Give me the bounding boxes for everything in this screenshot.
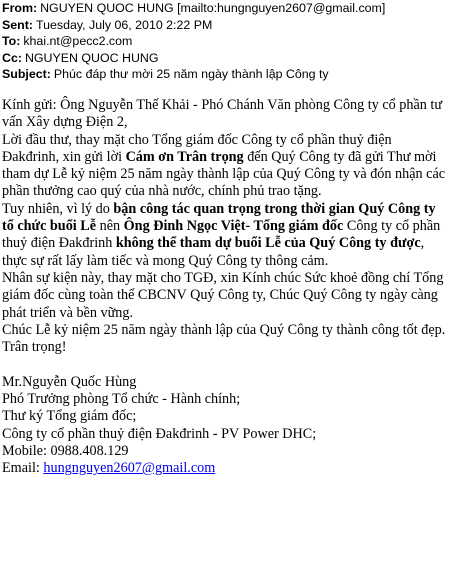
greeting: Kính gửi: Ông Nguyễn Thế Khải - Phó Chánh Văn phòng Công ty cổ phần tư vấn Xây dựng Điện 2, (2, 97, 443, 131)
subject-label: Subject: (2, 67, 51, 81)
paragraph-regret-bold-d: Ông Đinh Ngọc Việt- Tổng giám đốc (123, 218, 344, 235)
from-label: From: (2, 1, 38, 15)
signature-name: Mr.Nguyễn Quốc Hùng (2, 373, 137, 390)
paragraph-regret-text-g: , thực sự rất lấy làm tiếc và mong Quý Công ty thông cảm. (2, 235, 425, 269)
email-body (2, 97, 448, 478)
cc-value: NGUYEN QUOC HUNG (24, 50, 159, 65)
paragraph-thanks (2, 132, 448, 201)
paragraph-regret-text-a: Tuy nhiên, vì lý do (2, 200, 114, 217)
subject-row (2, 66, 448, 83)
paragraph-thanks-text-a: Lời đầu thư, thay mặt cho Tổng giám đốc Công ty cổ phần thuỷ điện Đakđrinh, xin gửi lời (2, 131, 392, 165)
cc-row (2, 50, 448, 67)
signature-title-1: Phó Trưởng phòng Tổ chức - Hành chính; (2, 391, 241, 408)
email-link[interactable]: hungnguyen2607@gmail.com (43, 460, 216, 477)
signature-block (2, 374, 448, 478)
closing: Trân trọng! (2, 339, 67, 356)
paragraph-thanks-text-c: đến Quý Công ty đã gửi Thư mời tham dự Lễ kỷ niệm 25 năm ngày thành lập của Quý Công ty và đón nhận các phần thưởng cao quý của nhà nước, chính phủ trao tặng. (2, 148, 446, 200)
cc-label: Cc: (2, 50, 22, 65)
spacer (2, 356, 448, 373)
sent-value: Tuesday, July 06, 2010 2:22 PM (35, 17, 213, 32)
paragraph-regret (2, 201, 448, 270)
paragraph-wishes: Nhân sự kiện này, thay mặt cho TGĐ, xin Kính chúc Sức khoẻ đồng chí Tổng giám đốc cùng toàn thể CBCNV Quý Công ty, Chúc Quý Công ty ngày càng phát triển và bền vững. (2, 269, 444, 321)
sent-row (2, 17, 448, 34)
to-row (2, 33, 448, 50)
signature-email-row (2, 460, 448, 477)
signature-company: Công ty cổ phần thuỷ điện Đakđrinh - PV Power DHC; (2, 425, 317, 442)
subject-value: Phúc đáp thư mời 25 năm ngày thành lập Công ty (53, 67, 329, 81)
paragraph-regret-text-e: Công ty cổ phần thuỷ điện Đakđrinh (2, 218, 441, 252)
paragraph-regret-bold-b: bận công tác quan trọng trong thời gian Quý Công ty tổ chức buổi Lễ (2, 200, 436, 235)
to-label: To: (2, 34, 21, 48)
signature-mobile: Mobile: 0988.408.129 (2, 442, 129, 459)
from-value: NGUYEN QUOC HUNG [mailto:hungnguyen2607@gmail.com] (40, 1, 386, 15)
paragraph-regret-bold-f: không thể tham dự buổi Lễ của Quý Công ty được (115, 235, 421, 252)
from-row (2, 0, 448, 17)
to-value: khai.nt@pecc2.com (23, 34, 133, 48)
signature-email-label: Email: (2, 460, 44, 477)
email-header (2, 0, 448, 83)
sent-label: Sent: (2, 17, 33, 32)
paragraph-thanks-bold: Cám ơn Trân trọng (125, 148, 244, 165)
signature-title-2: Thư ký Tổng giám đốc; (2, 408, 137, 425)
paragraph-congrats: Chúc Lễ kỷ niệm 25 năm ngày thành lập của Quý Công ty thành công tốt đẹp. (2, 321, 446, 338)
paragraph-regret-text-c: nên (96, 218, 124, 235)
